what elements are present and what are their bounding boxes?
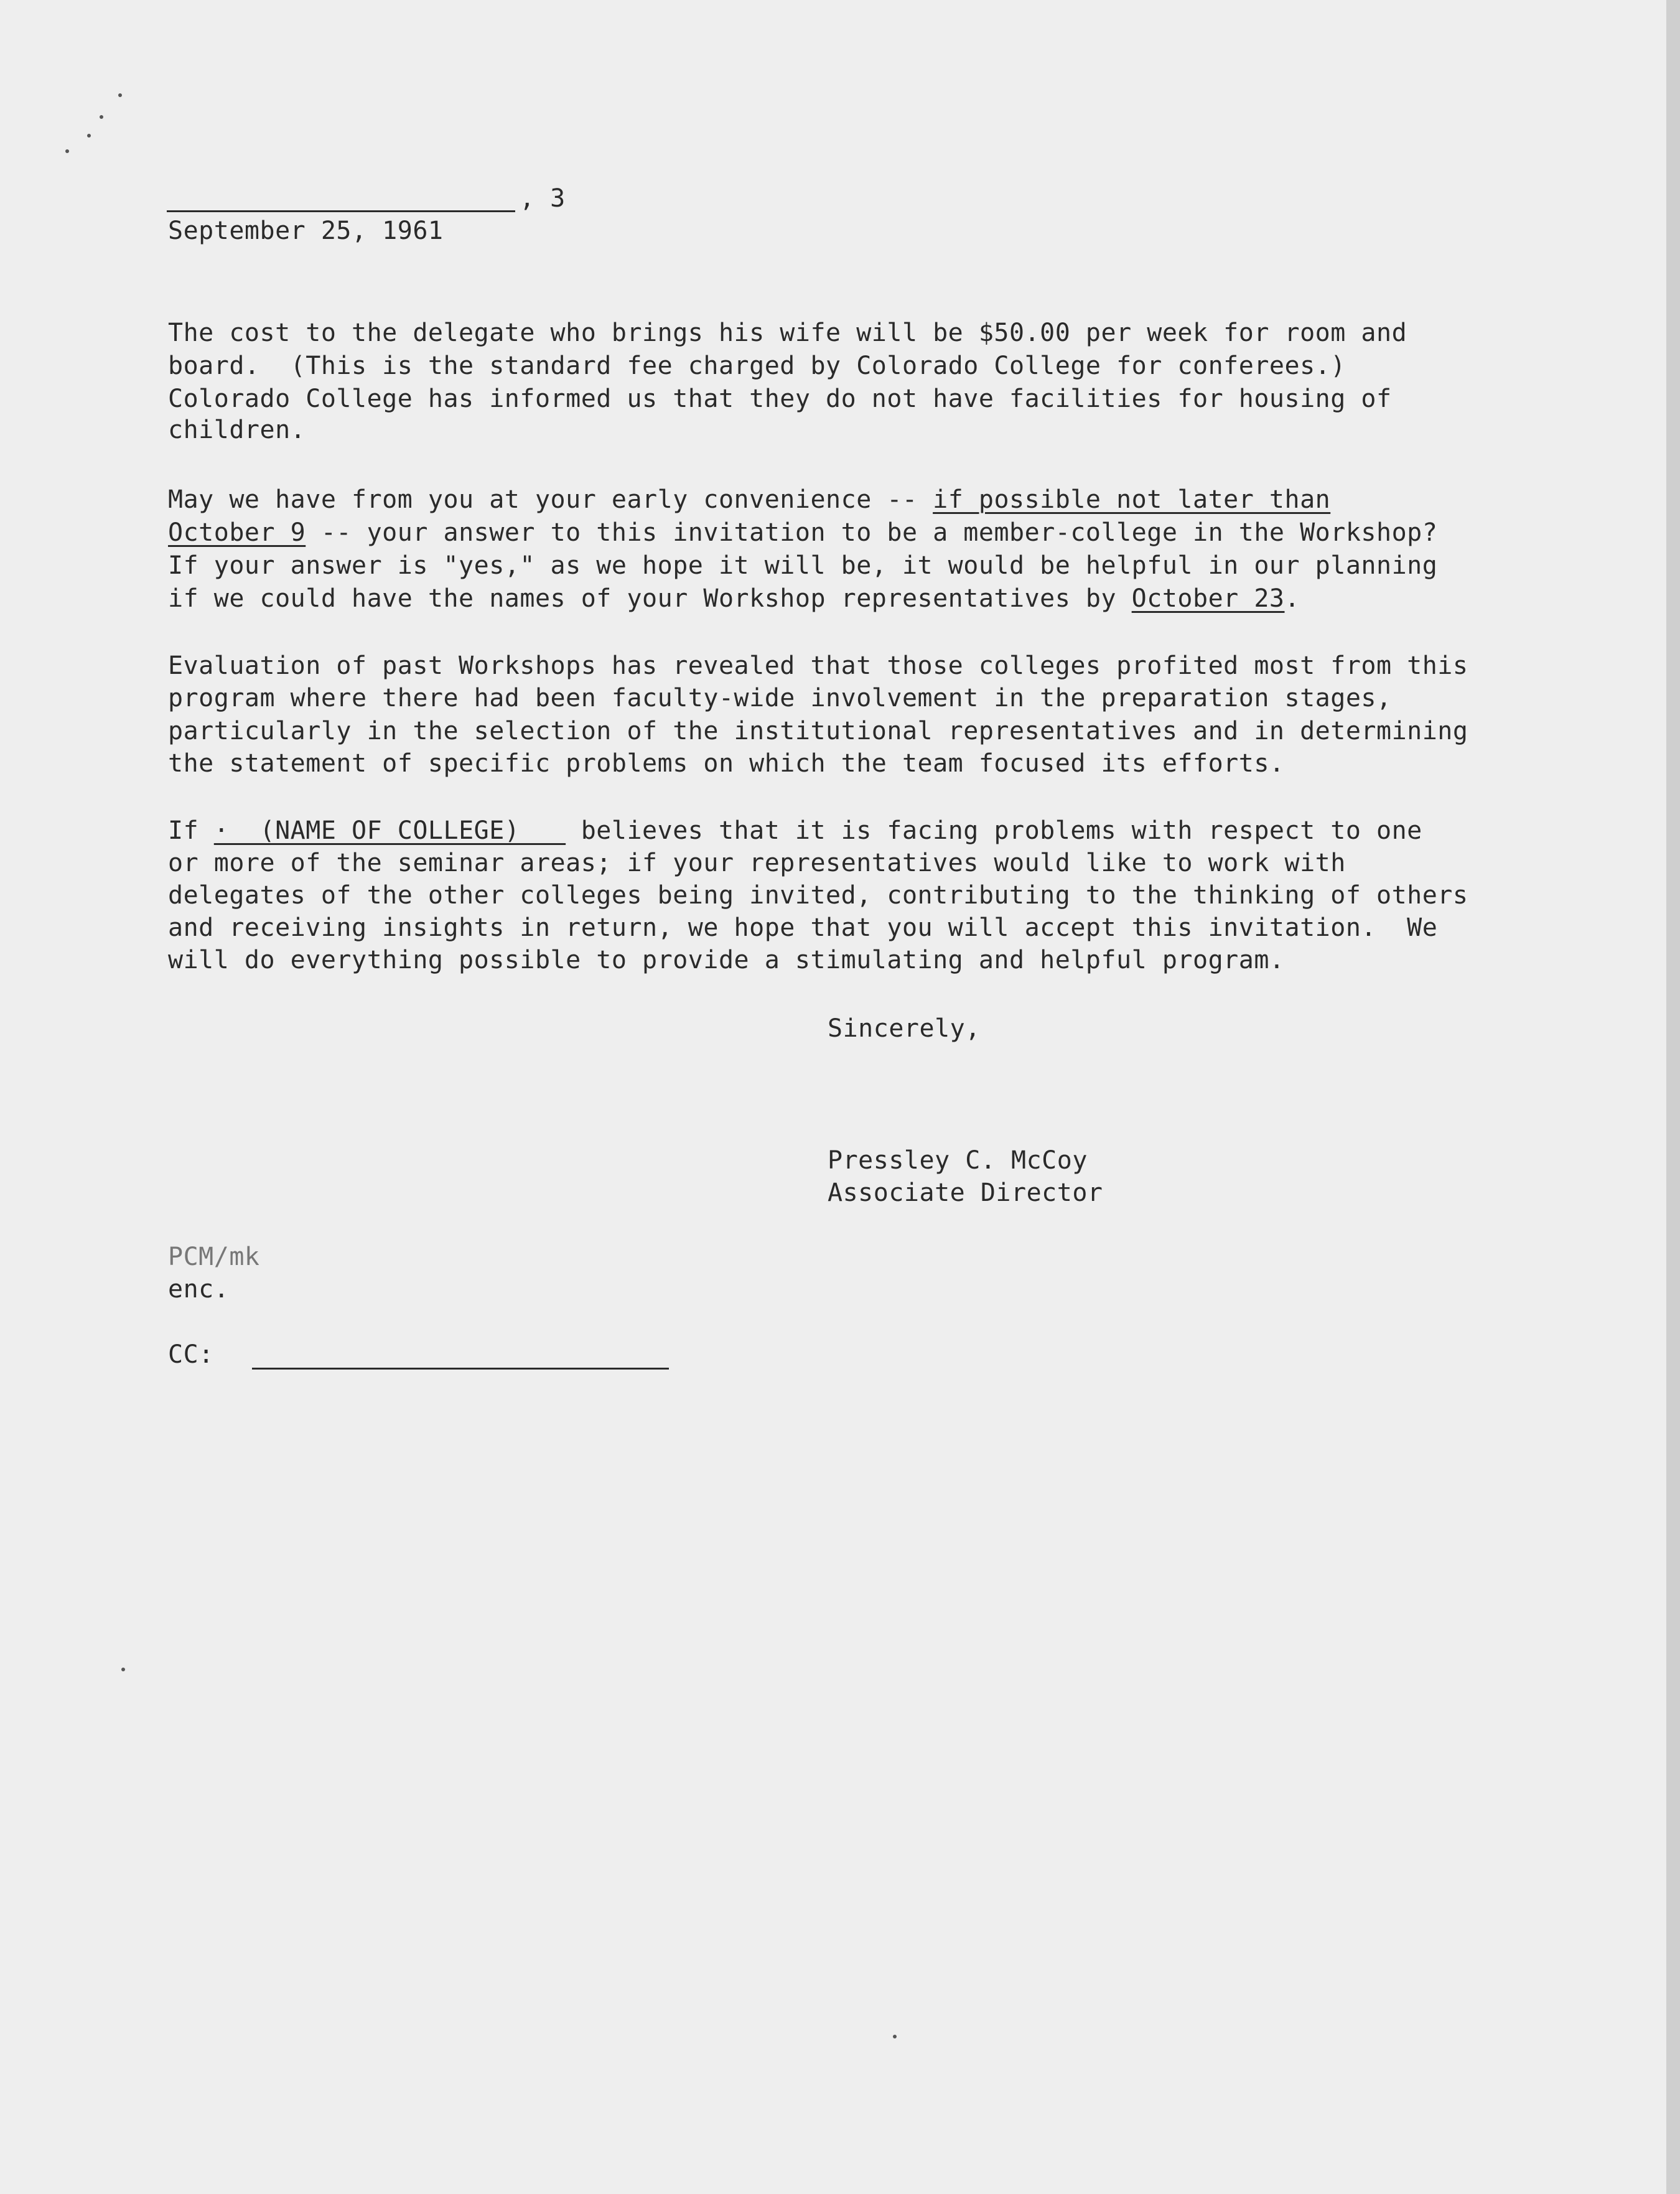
scan-speck bbox=[65, 149, 69, 153]
para2-line: If your answer is "yes," as we hope it will be, it would be helpful in our planning bbox=[168, 551, 1438, 580]
para4-line: or more of the seminar areas; if your representatives would like to work with bbox=[168, 849, 1346, 877]
para2-line bbox=[168, 582, 1300, 615]
para2-line bbox=[168, 516, 1437, 549]
page-number: , 3 bbox=[520, 184, 566, 213]
cc-label: CC: bbox=[168, 1340, 214, 1369]
para2-text: -- your answer to this invitation to be a member-college in the Workshop? bbox=[306, 518, 1438, 547]
scan-speck bbox=[87, 134, 91, 138]
addressee-blank-line bbox=[167, 210, 515, 212]
names-deadline-date: October 23 bbox=[1131, 584, 1285, 613]
para1-line: children. bbox=[168, 416, 306, 444]
para4-line: will do everything possible to provide a stimulating and helpful program. bbox=[168, 946, 1285, 974]
para3-line: Evaluation of past Workshops has revealed that those colleges profited most from this bbox=[168, 651, 1468, 680]
para4-line: delegates of the other colleges being invited, contributing to the thinking of others bbox=[168, 881, 1468, 910]
para2-text: . bbox=[1284, 584, 1300, 613]
signer-title: Associate Director bbox=[828, 1179, 1103, 1207]
para4-text: believes that it is facing problems with respect to one bbox=[566, 816, 1422, 845]
para1-line: Colorado College has informed us that they do not have facilities for housing of bbox=[168, 385, 1392, 413]
scan-speck bbox=[100, 115, 103, 119]
para3-line: particularly in the selection of the institutional representatives and in determining bbox=[168, 717, 1468, 745]
deadline-date: October 9 bbox=[168, 518, 306, 547]
para4-text: If bbox=[168, 816, 214, 845]
college-name-placeholder: · (NAME OF COLLEGE) bbox=[213, 816, 566, 845]
signer-name: Pressley C. McCoy bbox=[828, 1146, 1088, 1175]
deadline-underlined: if possible not later than bbox=[933, 485, 1331, 514]
enclosure-note: enc. bbox=[168, 1275, 230, 1304]
para1-line: The cost to the delegate who brings his wife will be $50.00 per week for room and bbox=[168, 319, 1407, 347]
scan-speck bbox=[118, 93, 122, 97]
para2-text: May we have from you at your early convenience -- bbox=[168, 485, 933, 514]
scan-speck bbox=[893, 2035, 897, 2038]
para2-line bbox=[168, 483, 1330, 516]
para1-line: board. (This is the standard fee charged by Colorado College for conferees.) bbox=[168, 352, 1346, 380]
scan-speck bbox=[121, 1668, 125, 1671]
para4-line: and receiving insights in return, we hope that you will accept this invitation. We bbox=[168, 913, 1438, 942]
cc-blank-line bbox=[252, 1368, 669, 1370]
scan-edge bbox=[1666, 0, 1680, 2194]
closing-salutation: Sincerely, bbox=[828, 1014, 981, 1043]
letter-date: September 25, 1961 bbox=[168, 217, 444, 245]
para2-text: if we could have the names of your Workshop representatives by bbox=[168, 584, 1132, 613]
para3-line: the statement of specific problems on which the team focused its efforts. bbox=[168, 749, 1285, 778]
typist-initials: PCM/mk bbox=[168, 1243, 260, 1271]
para3-line: program where there had been faculty-wide involvement in the preparation stages, bbox=[168, 684, 1392, 712]
para4-line bbox=[168, 814, 1422, 847]
